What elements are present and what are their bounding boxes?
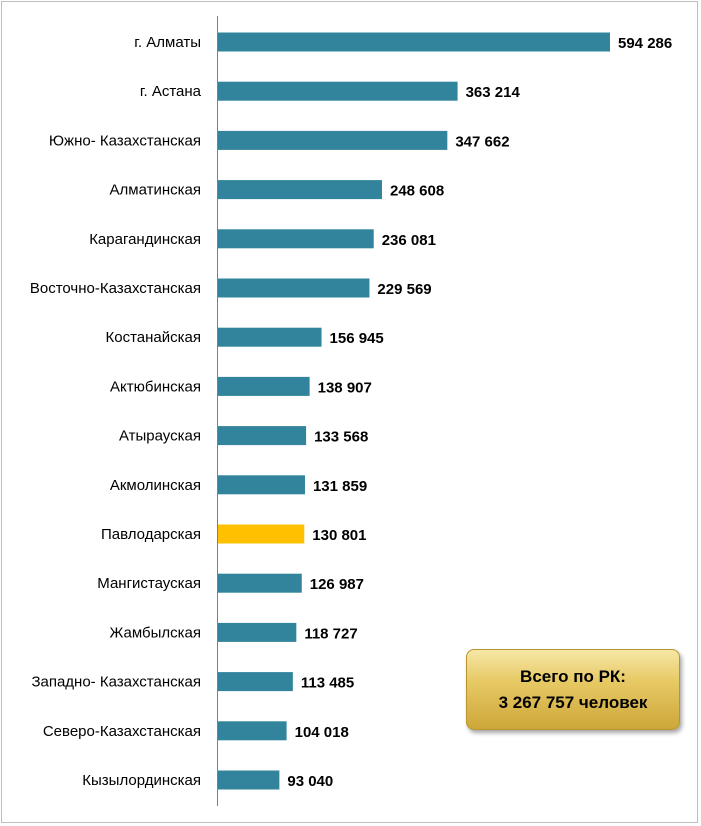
value-label: 104 018 bbox=[294, 723, 349, 741]
category-label: Акмолинская bbox=[109, 476, 201, 494]
category-label: Карагандинская bbox=[89, 230, 201, 248]
bar bbox=[218, 279, 369, 298]
value-label: 133 568 bbox=[314, 428, 369, 446]
total-value: 3 267 757 человек bbox=[498, 692, 648, 712]
bar bbox=[218, 377, 310, 396]
value-label: 229 569 bbox=[377, 281, 432, 298]
bar bbox=[218, 33, 610, 52]
bar bbox=[218, 672, 293, 691]
total-summary-box bbox=[466, 649, 680, 730]
bar bbox=[218, 426, 306, 445]
value-label: 156 945 bbox=[329, 330, 384, 348]
category-label: Северо-Казахстанская bbox=[42, 722, 201, 740]
bar bbox=[218, 131, 447, 150]
category-label: Алматинская bbox=[109, 181, 201, 199]
value-label: 93 040 bbox=[287, 773, 334, 790]
value-label: 248 608 bbox=[389, 182, 445, 200]
bar bbox=[218, 475, 305, 494]
bar bbox=[218, 180, 382, 199]
bar bbox=[218, 229, 374, 248]
category-label: Атырауская bbox=[118, 427, 201, 445]
category-label: Павлодарская bbox=[101, 526, 201, 543]
category-label: Мангистауская bbox=[97, 575, 201, 593]
bar bbox=[218, 623, 296, 642]
value-label: 138 907 bbox=[317, 379, 372, 397]
value-label: 126 987 bbox=[309, 576, 364, 594]
category-label: Западно- Казахстанская bbox=[31, 673, 201, 691]
category-label: Восточно-Казахстанская bbox=[29, 280, 201, 297]
category-label: Южно- Казахстанская bbox=[48, 132, 201, 150]
bar-highlighted bbox=[218, 525, 304, 544]
value-label: 363 214 bbox=[465, 84, 520, 102]
category-label: Актюбинская bbox=[110, 378, 201, 396]
category-label: Кызылординская bbox=[82, 772, 201, 789]
value-label: 130 801 bbox=[312, 527, 367, 544]
bar bbox=[218, 721, 287, 740]
bar bbox=[218, 328, 322, 347]
value-label: 118 727 bbox=[304, 625, 358, 643]
value-label: 131 859 bbox=[312, 477, 368, 495]
value-label: 113 485 bbox=[300, 674, 355, 692]
value-label: 594 286 bbox=[618, 35, 673, 52]
bar bbox=[218, 574, 302, 593]
bar bbox=[218, 771, 279, 790]
bar bbox=[218, 82, 458, 101]
category-labels bbox=[30, 34, 202, 789]
total-label: Всего по РК: bbox=[520, 666, 626, 686]
category-label: г. Алматы bbox=[134, 34, 201, 51]
category-label: Жамбылская bbox=[109, 624, 201, 642]
category-label: Костанайская bbox=[105, 329, 201, 347]
category-label: г. Астана bbox=[139, 83, 201, 101]
value-label: 347 662 bbox=[455, 133, 510, 151]
value-label: 236 081 bbox=[381, 231, 436, 249]
